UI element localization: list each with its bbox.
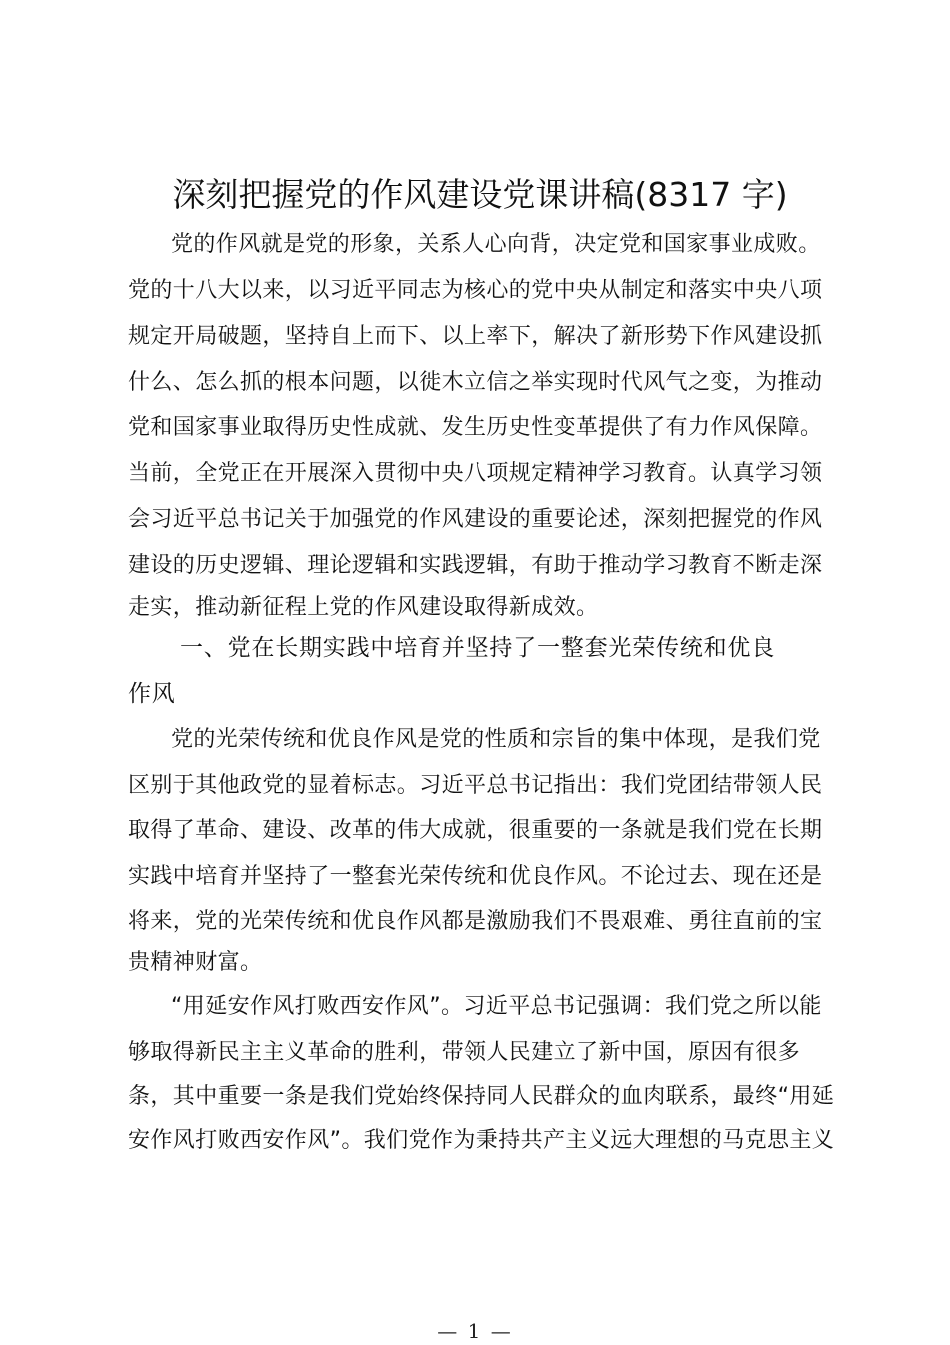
section-heading-line: 一、党在长期实践中培育并坚持了一整套光荣传统和优良 bbox=[180, 635, 775, 661]
paragraph-line: 走实，推动新征程上党的作风建设取得新成效。 bbox=[128, 595, 599, 620]
paragraph-line: 党的十八大以来，以习近平同志为核心的党中央从制定和落实中央八项 bbox=[128, 278, 823, 303]
section-heading-line: 作风 bbox=[128, 681, 176, 707]
page-number: — 1 — bbox=[437, 1319, 513, 1343]
paragraph-line: 将来，党的光荣传统和优良作风都是激励我们不畏艰难、勇往直前的宝 bbox=[128, 909, 823, 934]
paragraph-line: 建设的历史逻辑、理论逻辑和实践逻辑，有助于推动学习教育不断走深 bbox=[128, 553, 823, 578]
paragraph-line: 规定开局破题，坚持自上而下、以上率下，解决了新形势下作风建设抓 bbox=[128, 324, 823, 349]
paragraph-line: 什么、怎么抓的根本问题，以徙木立信之举实现时代风气之变，为推动 bbox=[128, 370, 823, 395]
paragraph-line: 党和国家事业取得历史性成就、发生历史性变革提供了有力作风保障。 bbox=[128, 415, 823, 440]
paragraph-line: 安作风打败西安作风”。我们党作为秉持共产主义远大理想的马克思主义 bbox=[128, 1128, 835, 1153]
paragraph-line: 当前，全党正在开展深入贯彻中央八项规定精神学习教育。认真学习领 bbox=[128, 461, 823, 486]
paragraph-line: 取得了革命、建设、改革的伟大成就，很重要的一条就是我们党在长期 bbox=[128, 818, 823, 843]
paragraph-line: 党的光荣传统和优良作风是党的性质和宗旨的集中体现，是我们党 bbox=[171, 727, 821, 752]
paragraph-line: 条，其中重要一条是我们党始终保持同人民群众的血肉联系，最终“用延 bbox=[128, 1084, 835, 1109]
paragraph-line: 区别于其他政党的显着标志。习近平总书记指出：我们党团结带领人民 bbox=[128, 773, 823, 798]
paragraph-line: 会习近平总书记关于加强党的作风建设的重要论述，深刻把握党的作风 bbox=[128, 507, 823, 532]
paragraph-line: 实践中培育并坚持了一整套光荣传统和优良作风。不论过去、现在还是 bbox=[128, 864, 823, 889]
paragraph-line: 贵精神财富。 bbox=[128, 950, 263, 975]
document-title: 深刻把握党的作风建设党课讲稿(8317 字) bbox=[172, 175, 788, 214]
paragraph-line: 够取得新民主主义革命的胜利，带领人民建立了新中国，原因有很多 bbox=[128, 1040, 801, 1065]
paragraph-line: 党的作风就是党的形象，关系人心向背，决定党和国家事业成败。 bbox=[171, 232, 821, 257]
paragraph-line: “用延安作风打败西安作风”。习近平总书记强调：我们党之所以能 bbox=[171, 994, 822, 1019]
